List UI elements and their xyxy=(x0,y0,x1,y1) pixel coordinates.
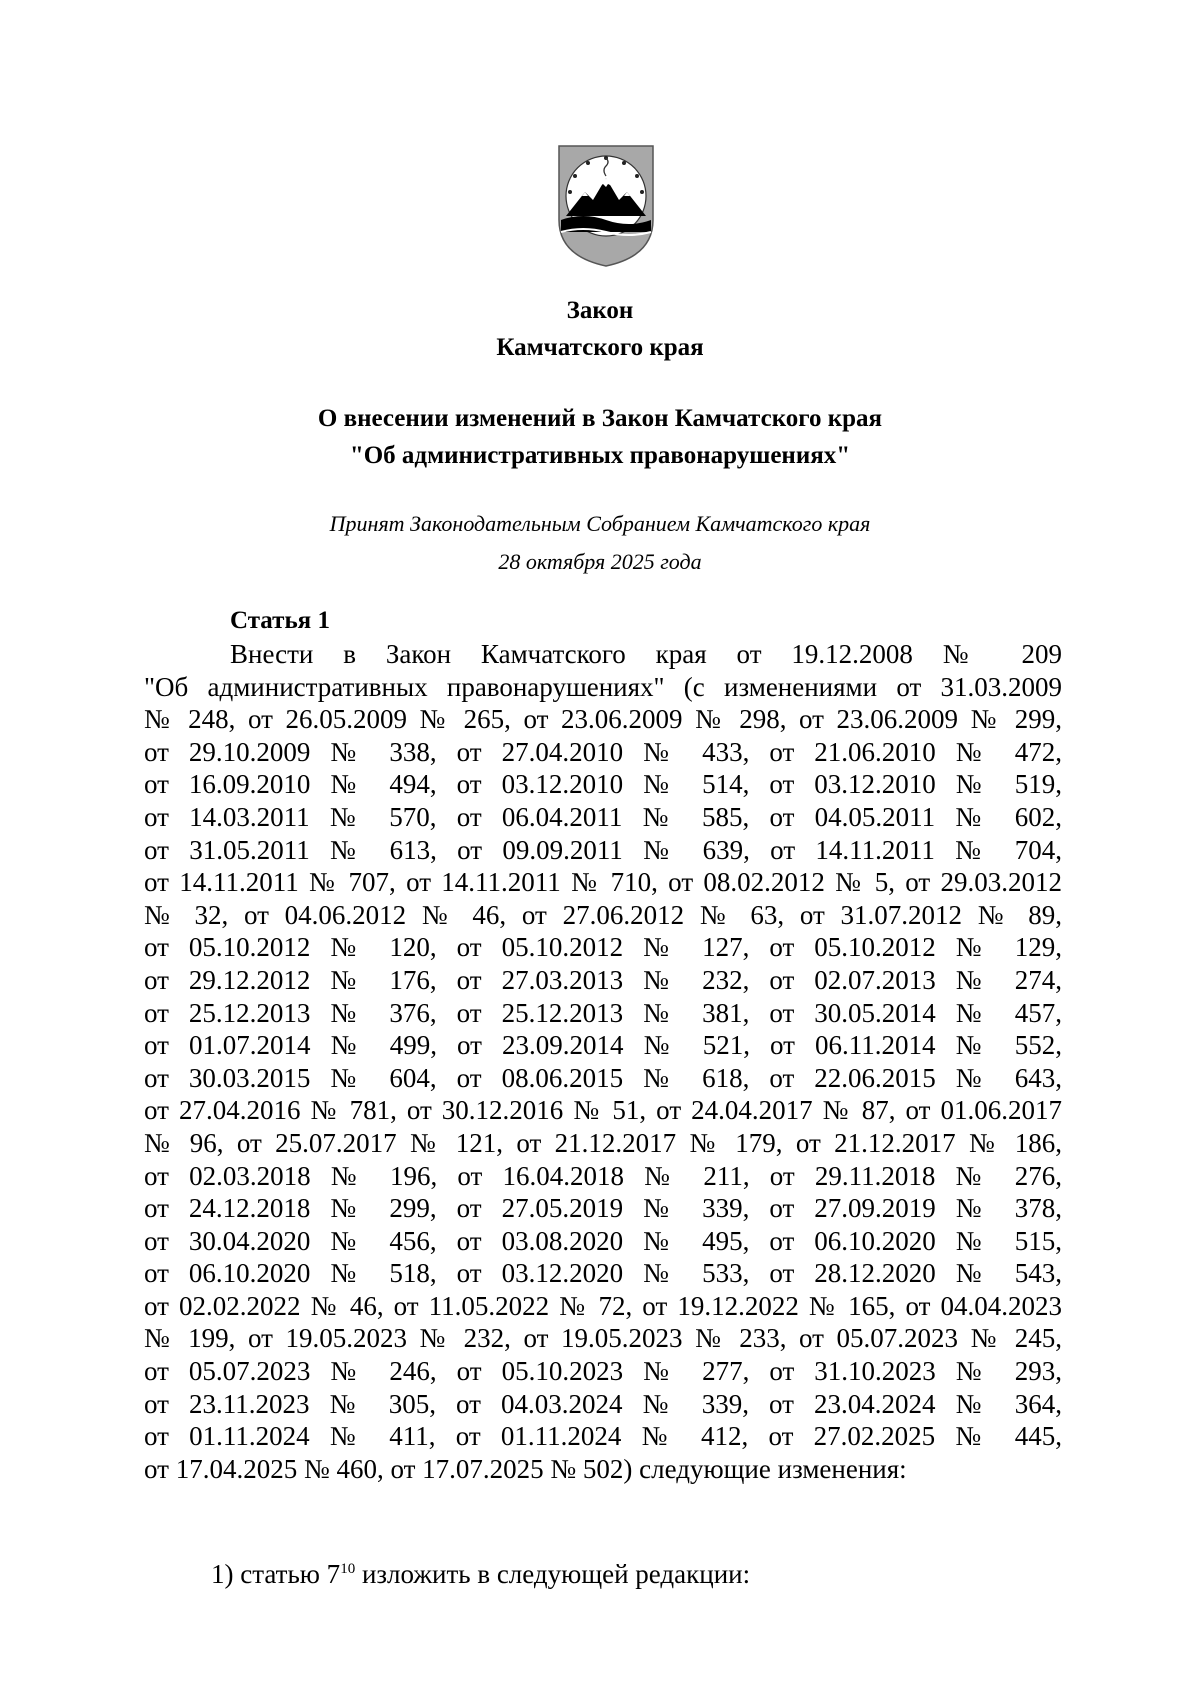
body-line: от 14.11.2011 № 707, от 14.11.2011 № 710, от 08.02.2012 № 5, от 29.03.2012 xyxy=(144,867,1062,898)
body-line: от 29.12.2012 № 176, от 27.03.2013 № 232, от 02.07.2013 № 274, xyxy=(144,964,1062,995)
body-line: от 06.10.2020 № 518, от 03.12.2020 № 533, от 28.12.2020 № 543, xyxy=(144,1258,1062,1289)
body-line: от 02.02.2022 № 46, от 11.05.2022 № 72, от 19.12.2022 № 165, от 04.04.2023 xyxy=(144,1290,1062,1321)
item-1-superscript: 10 xyxy=(340,1561,356,1577)
law-subject-line-1: О внесении изменений в Закон Камчатского края xyxy=(317,405,883,432)
body-line: от 14.03.2011 № 570, от 06.04.2011 № 585, от 04.05.2011 № 602, xyxy=(144,801,1062,832)
amendment-item-1 xyxy=(211,1558,750,1590)
body-line: № 32, от 04.06.2012 № 46, от 27.06.2012 № 63, от 31.07.2012 № 89, xyxy=(144,899,1062,930)
body-line: от 29.10.2009 № 338, от 27.04.2010 № 433, от 21.06.2010 № 472, xyxy=(144,736,1062,767)
law-subject xyxy=(0,400,1200,474)
adoption-date: 28 октября 2025 года xyxy=(498,549,702,574)
body-line: Внести в Закон Камчатского края от 19.12.2008 № 209 xyxy=(230,639,1062,669)
body-line: от 30.03.2015 № 604, от 08.06.2015 № 618, от 22.06.2015 № 643, xyxy=(144,1062,1062,1093)
body-line: от 25.12.2013 № 376, от 25.12.2013 № 381, от 30.05.2014 № 457, xyxy=(144,997,1062,1028)
body-line: от 30.04.2020 № 456, от 03.08.2020 № 495, от 06.10.2020 № 515, xyxy=(144,1225,1062,1256)
adoption-note xyxy=(0,505,1200,581)
body-line: от 24.12.2018 № 299, от 27.05.2019 № 339, от 27.09.2019 № 378, xyxy=(144,1193,1062,1224)
body-line: № 248, от 26.05.2009 № 265, от 23.06.2009 № 298, от 23.06.2009 № 299, xyxy=(144,704,1062,735)
body-line: от 01.07.2014 № 499, от 23.09.2014 № 521, от 06.11.2014 № 552, xyxy=(144,1030,1062,1061)
body-line: от 02.03.2018 № 196, от 16.04.2018 № 211, от 29.11.2018 № 276, xyxy=(144,1160,1062,1191)
law-title-line-2: Камчатского края xyxy=(496,334,704,361)
body-line: № 96, от 25.07.2017 № 121, от 21.12.2017 № 179, от 21.12.2017 № 186, xyxy=(144,1127,1062,1158)
body-line: от 16.09.2010 № 494, от 03.12.2010 № 514, от 03.12.2010 № 519, xyxy=(144,769,1062,800)
law-title-line-1: Закон xyxy=(566,297,634,324)
body-line: от 23.11.2023 № 305, от 04.03.2024 № 339, от 23.04.2024 № 364, xyxy=(144,1388,1062,1419)
item-1-suffix: изложить в следующей редакции: xyxy=(355,1559,751,1589)
article-heading: Статья 1 xyxy=(230,607,330,634)
body-line: от 01.11.2024 № 411, от 01.11.2024 № 412, от 27.02.2025 № 445, xyxy=(144,1421,1062,1452)
article-body xyxy=(144,638,1062,1485)
item-1-prefix: 1) статью 7 xyxy=(211,1559,341,1589)
body-line: от 05.10.2012 № 120, от 05.10.2012 № 127, от 05.10.2012 № 129, xyxy=(144,932,1062,963)
adoption-note-line-1: Принят Законодательным Собранием Камчатского края xyxy=(329,511,871,536)
body-line: от 27.04.2016 № 781, от 30.12.2016 № 51, от 24.04.2017 № 87, от 01.06.2017 xyxy=(144,1095,1062,1126)
body-line: от 05.07.2023 № 246, от 05.10.2023 № 277, от 31.10.2023 № 293, xyxy=(144,1356,1062,1387)
law-title xyxy=(0,292,1200,366)
law-subject-line-2: "Об административных правонарушениях" xyxy=(349,442,851,469)
body-line: № 199, от 19.05.2023 № 232, от 19.05.2023 № 233, от 05.07.2023 № 245, xyxy=(144,1323,1062,1354)
body-line: "Об административных правонарушениях" (с изменениями от 31.03.2009 xyxy=(144,671,1062,702)
body-line: от 17.04.2025 № 460, от 17.07.2025 № 502) следующие изменения: xyxy=(144,1453,907,1484)
kamchatka-coat-of-arms-icon xyxy=(553,140,659,270)
body-line: от 31.05.2011 № 613, от 09.09.2011 № 639, от 14.11.2011 № 704, xyxy=(144,834,1062,865)
